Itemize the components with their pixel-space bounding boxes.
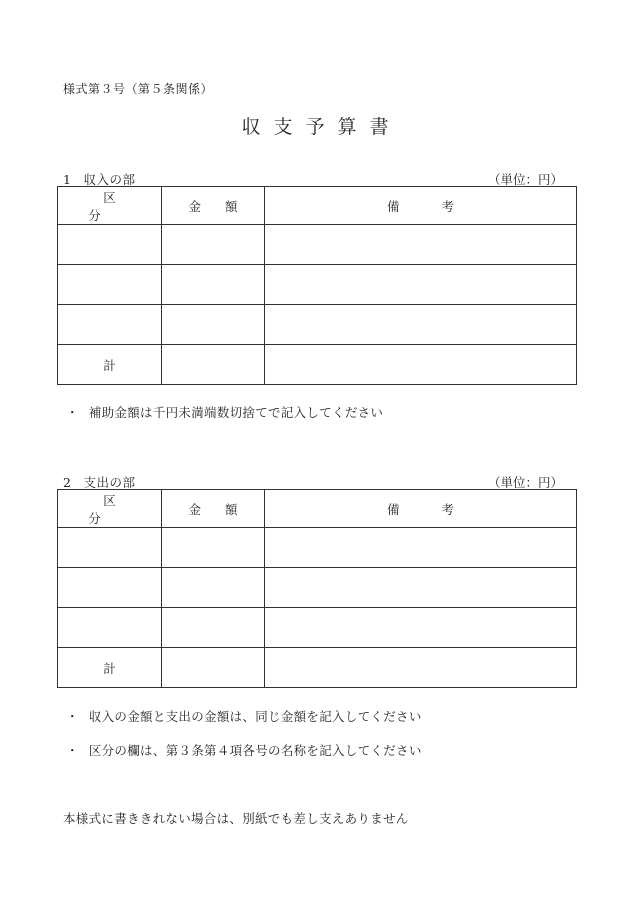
expense-note-text: 収入の金額と支出の金額は、同じ金額を記入してください xyxy=(88,709,422,724)
expense-cell-remarks[interactable] xyxy=(265,568,577,608)
expense-note-text: 区分の欄は、第３条第４項各号の名称を記入してください xyxy=(88,743,422,758)
expense-cell-remarks[interactable] xyxy=(265,608,577,648)
footer-note: 本様式に書ききれない場合は、別紙でも差し支えありません xyxy=(63,811,409,826)
expense-cell-remarks[interactable] xyxy=(265,528,577,568)
expense-cell-category[interactable] xyxy=(58,528,162,568)
table-row xyxy=(58,225,577,265)
expense-total-row xyxy=(58,648,577,688)
expense-total-label: 計 xyxy=(58,648,162,688)
income-cell-category[interactable] xyxy=(58,265,162,305)
table-row xyxy=(58,528,577,568)
income-cell-category[interactable] xyxy=(58,225,162,265)
expense-cell-category[interactable] xyxy=(58,568,162,608)
expense-col-category: 区分 xyxy=(58,490,162,528)
income-table xyxy=(57,186,577,385)
expense-heading-number: 2 xyxy=(63,475,72,490)
income-total-row xyxy=(58,345,577,385)
income-cell-remarks[interactable] xyxy=(265,225,577,265)
form-number: 様式第３号（第５条関係） xyxy=(63,82,214,96)
document-title: 収支予算書 xyxy=(241,116,402,138)
income-total-amount[interactable] xyxy=(162,345,265,385)
expense-cell-amount[interactable] xyxy=(162,608,265,648)
expense-col-amount: 金額 xyxy=(162,490,265,528)
income-note xyxy=(66,403,383,421)
income-cell-category[interactable] xyxy=(58,305,162,345)
income-cell-amount[interactable] xyxy=(162,305,265,345)
expense-note-1 xyxy=(66,707,422,725)
expense-total-amount[interactable] xyxy=(162,648,265,688)
expense-cell-amount[interactable] xyxy=(162,528,265,568)
expense-total-remarks[interactable] xyxy=(265,648,577,688)
income-cell-amount[interactable] xyxy=(162,225,265,265)
table-row xyxy=(58,305,577,345)
income-note-text: 補助金額は千円未満端数切捨てで記入してください xyxy=(88,405,384,420)
table-row xyxy=(58,608,577,648)
expense-note-2 xyxy=(66,741,422,759)
expense-col-remarks: 備考 xyxy=(265,490,577,528)
expense-cell-amount[interactable] xyxy=(162,568,265,608)
bullet-icon: ・ xyxy=(66,405,79,420)
bullet-icon: ・ xyxy=(66,709,79,724)
income-cell-remarks[interactable] xyxy=(265,305,577,345)
expense-header-row xyxy=(58,490,577,528)
expense-heading-label: 支出の部 xyxy=(83,475,136,490)
expense-cell-category[interactable] xyxy=(58,608,162,648)
income-heading-number: 1 xyxy=(63,172,72,187)
expense-table xyxy=(57,489,577,688)
income-cell-remarks[interactable] xyxy=(265,265,577,305)
income-col-category: 区分 xyxy=(58,187,162,225)
expense-unit-label: （単位：円） xyxy=(487,475,563,490)
bullet-icon: ・ xyxy=(66,743,79,758)
income-header-row xyxy=(58,187,577,225)
table-row xyxy=(58,265,577,305)
table-row xyxy=(58,568,577,608)
income-col-amount: 金額 xyxy=(162,187,265,225)
income-heading-label: 収入の部 xyxy=(83,172,136,187)
income-total-label: 計 xyxy=(58,345,162,385)
income-col-remarks: 備考 xyxy=(265,187,577,225)
income-cell-amount[interactable] xyxy=(162,265,265,305)
income-total-remarks[interactable] xyxy=(265,345,577,385)
income-unit-label: （単位：円） xyxy=(487,172,563,187)
